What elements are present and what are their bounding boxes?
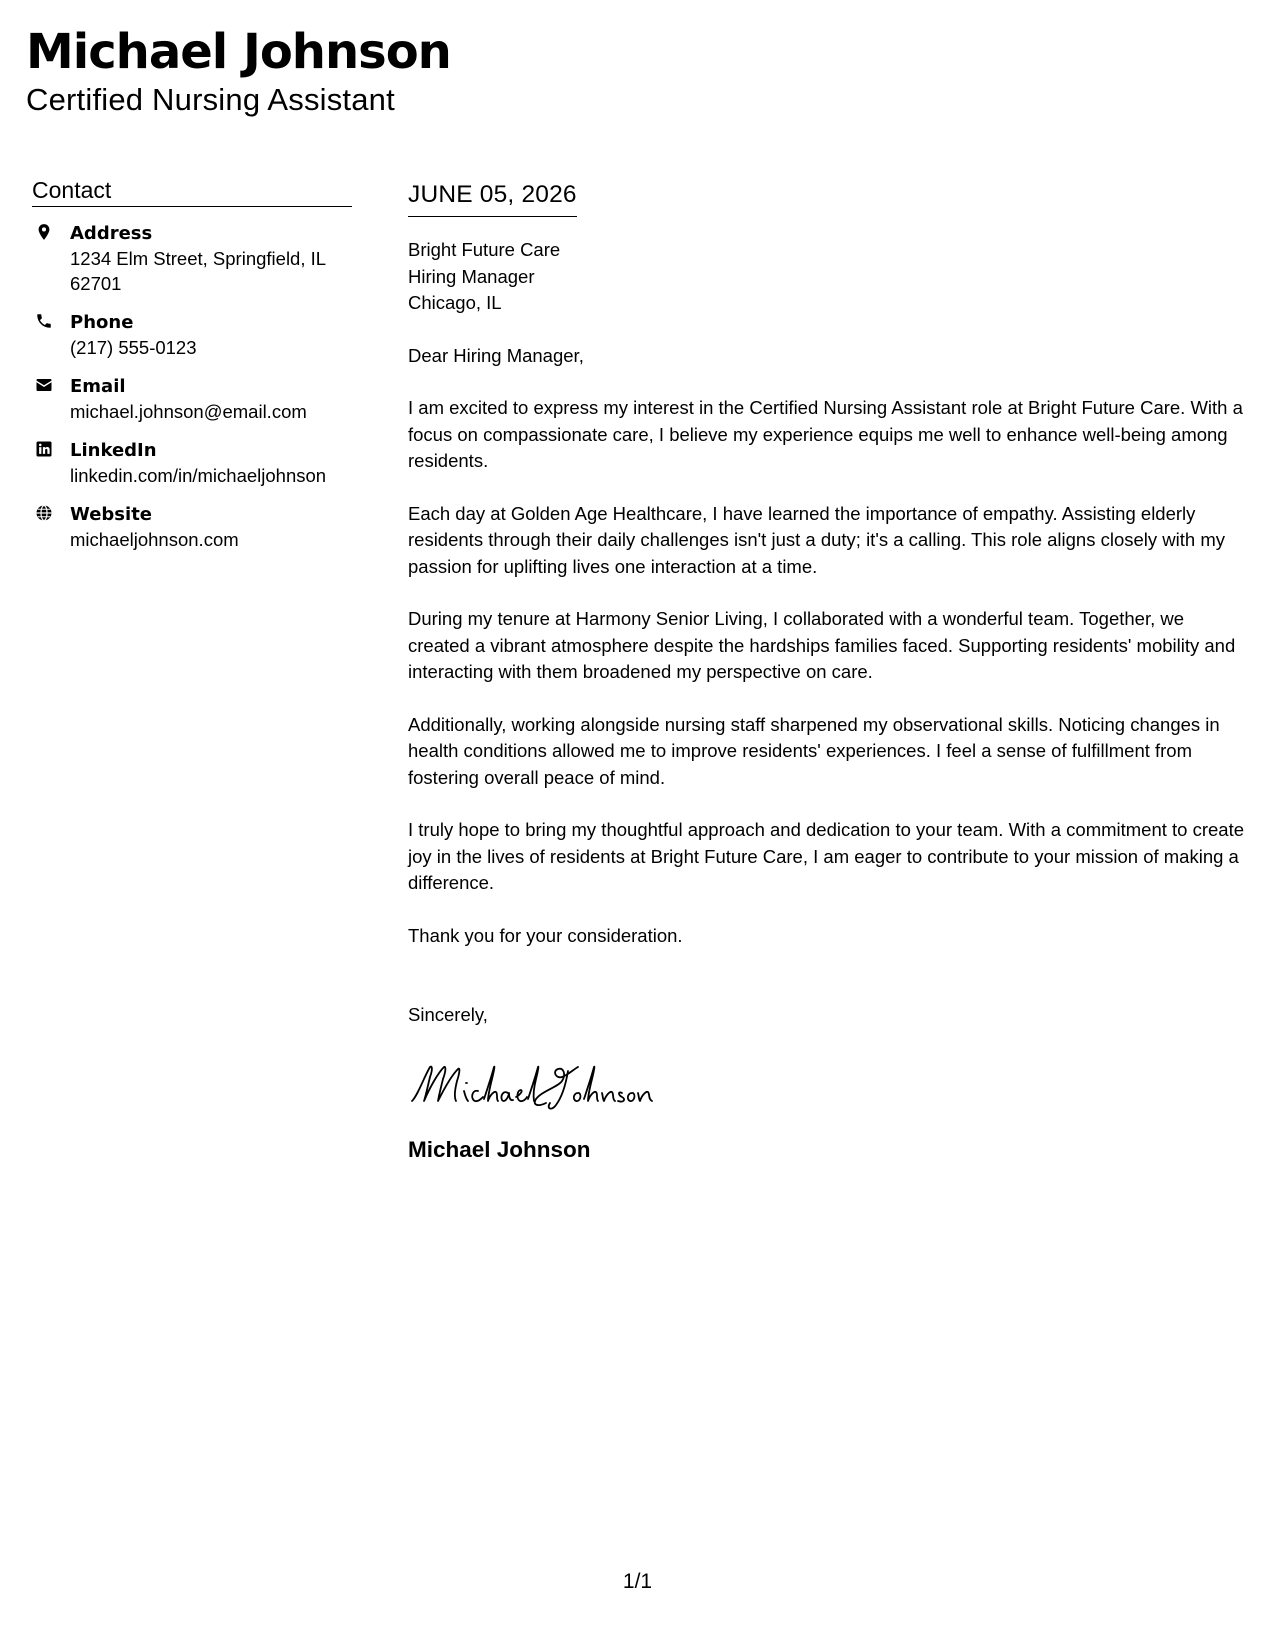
body-paragraph: Each day at Golden Age Healthcare, I have learned the importance of empathy. Assisting elderly residents through their daily challenges isn't just a duty; it's a calling. This role aligns closely with my passion for uplifting lives one interaction at a time. (408, 502, 1225, 577)
recipient-location: Chicago, IL (408, 292, 502, 313)
contact-item-phone (32, 310, 352, 360)
closing: Sincerely, (408, 1004, 488, 1025)
recipient-contact: Hiring Manager (408, 265, 535, 287)
body-paragraph: Thank you for your consideration. (408, 924, 683, 946)
contact-label: Website (70, 504, 153, 525)
contact-heading: Contact (32, 175, 352, 207)
contact-label: Phone (70, 312, 134, 333)
phone-value: (217) 555-0123 (70, 337, 197, 358)
contact-label: Email (70, 376, 126, 397)
address-value: 1234 Elm Street, Springfield, IL 62701 (70, 248, 326, 294)
contact-label: Address (70, 223, 153, 244)
page-number: 1/1 (622, 1570, 653, 1593)
signed-name: Michael Johnson (408, 1136, 591, 1162)
contact-item-address (32, 221, 352, 296)
handwritten-signature (408, 1057, 1250, 1113)
applicant-name: Michael Johnson (26, 24, 451, 80)
contact-item-linkedin (32, 438, 352, 488)
body-paragraph: During my tenure at Harmony Senior Living, I collaborated with a wonderful team. Together, we created a vibrant atmosphere despite the hardships families faced. Supporting residents' mobility and interacting with them broadened my perspective on care. (408, 608, 1236, 682)
body-paragraph: Additionally, working alongside nursing staff sharpened my observational skills. Noticing changes in health conditions allowed me to improve residents' experiences. I feel a sense of fulfillment from fostering overall peace of mind. (408, 713, 1220, 788)
letter-header (26, 22, 451, 118)
contact-item-website (32, 502, 352, 552)
letter-date: JUNE 05, 2026 (408, 178, 577, 217)
linkedin-value: linkedin.com/in/michaeljohnson (70, 465, 327, 486)
applicant-title: Certified Nursing Assistant (26, 82, 395, 117)
body-paragraph: I truly hope to bring my thoughtful approach and dedication to your team. With a commitment to create joy in the lives of residents at Bright Future Care, I am eager to contribute to your mission of making a difference. (408, 819, 1245, 893)
contact-sidebar (32, 175, 352, 566)
recipient-block (408, 237, 1250, 317)
salutation: Dear Hiring Manager, (408, 344, 584, 366)
globe-icon (32, 502, 70, 522)
contact-label: LinkedIn (70, 440, 157, 461)
linkedin-icon (32, 438, 70, 458)
envelope-icon (32, 374, 70, 394)
contact-item-email (32, 374, 352, 424)
letter-body (408, 178, 1250, 1165)
map-pin-icon (32, 221, 70, 241)
recipient-company: Bright Future Care (408, 239, 561, 260)
website-value: michaeljohnson.com (70, 529, 239, 550)
body-paragraph: I am excited to express my interest in the Certified Nursing Assistant role at Bright Future Care. With a focus on compassionate care, I believe my experience equips me well to enhance well-being among residents. (408, 397, 1243, 471)
email-value: michael.johnson@email.com (70, 401, 307, 422)
phone-icon (32, 310, 70, 330)
